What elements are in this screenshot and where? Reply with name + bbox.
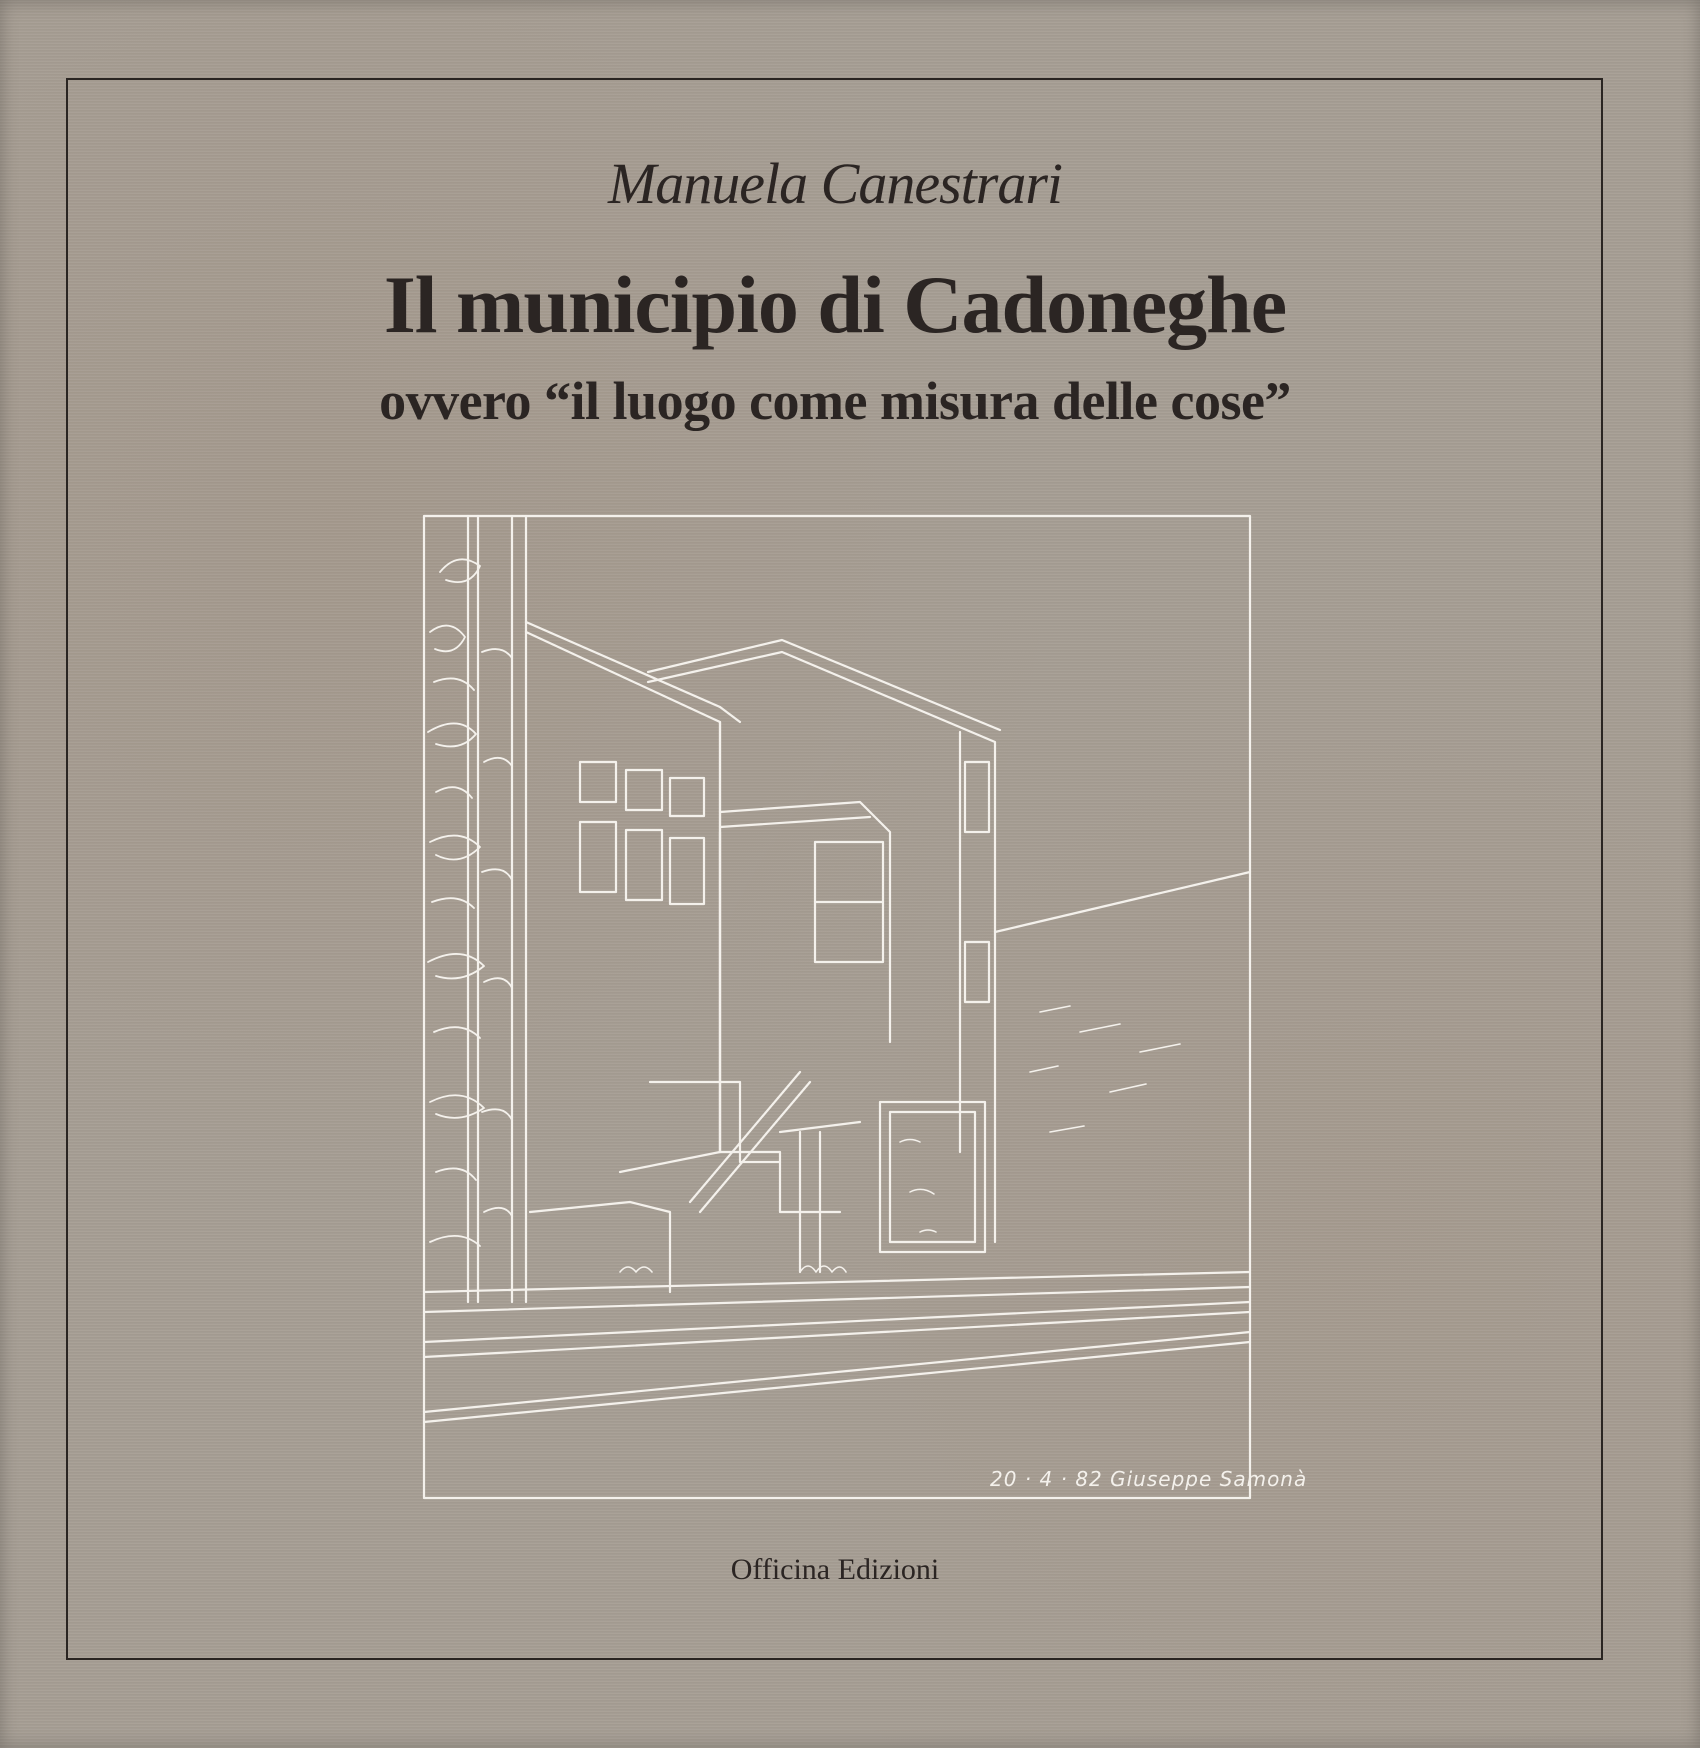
tree-foliage [428, 559, 512, 1246]
building-sketch [420, 512, 1254, 1502]
book-subtitle: ovvero “il luogo come misura delle cose” [379, 371, 1291, 431]
windows-left [580, 762, 704, 904]
book-title: Il municipio di Cadoneghe [383, 259, 1287, 350]
publisher-name: Officina Edizioni [730, 1553, 940, 1586]
sketch-signature: 20 · 4 · 82 Giuseppe Samonà [990, 1467, 1308, 1491]
author-name: Manuela Canestrari [607, 151, 1063, 216]
